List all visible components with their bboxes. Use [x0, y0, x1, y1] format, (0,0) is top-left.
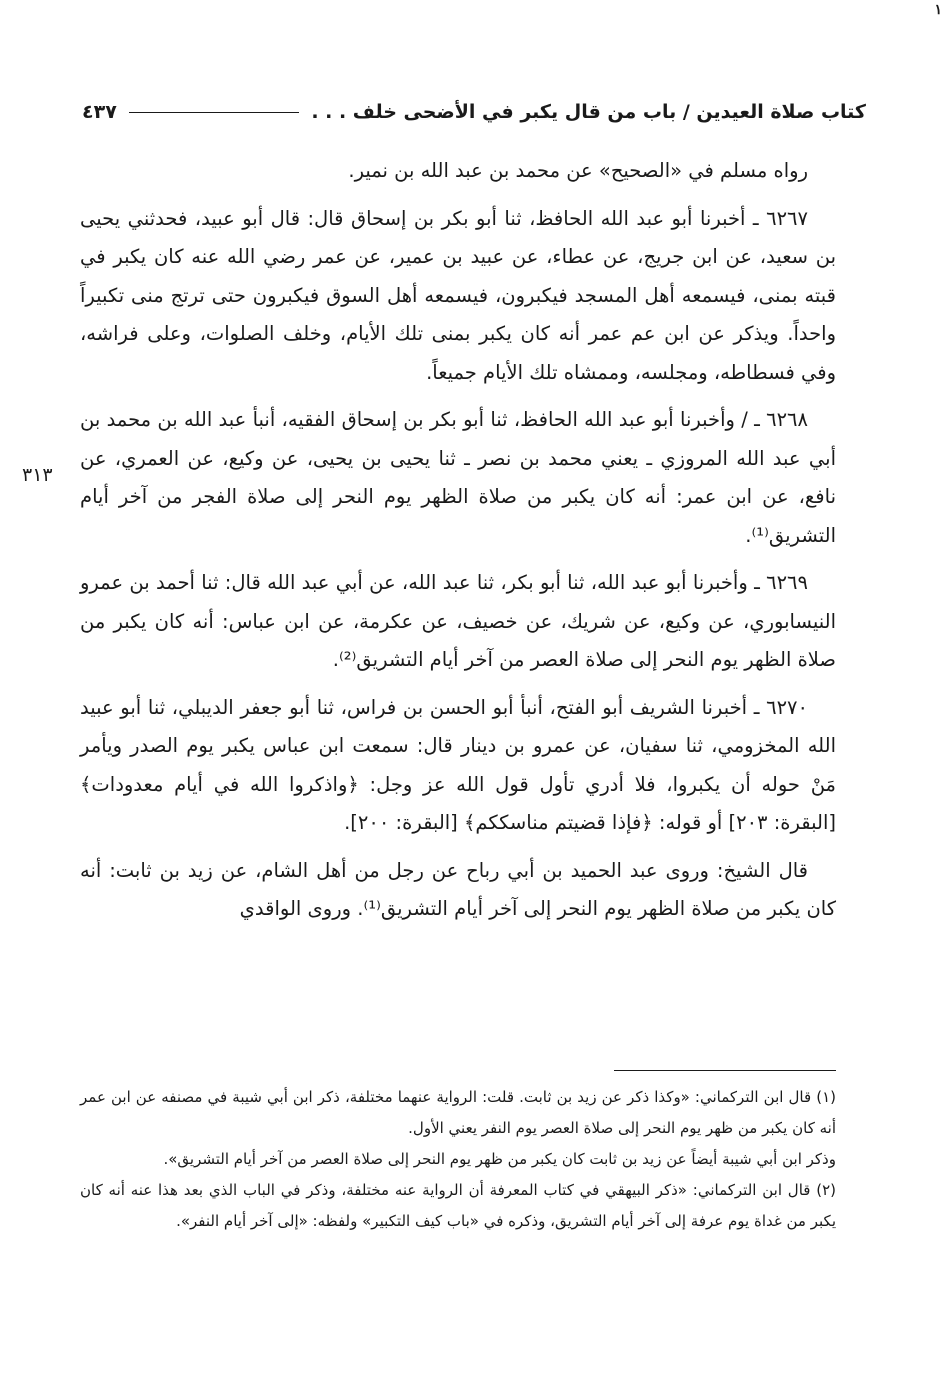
running-header — [82, 92, 866, 132]
footnote: وذكر ابن أبي شيبة أيضاً عن زيد بن ثابت كان يكبر من ظهر يوم النحر إلى صلاة العصر من آخر أيام التشريق». — [163, 1150, 836, 1168]
corner-mark: ۱ — [934, 2, 942, 18]
margin-reference: ٣١٣ — [22, 464, 53, 486]
paragraph: ٦٢٦٨ ـ / وأخبرنا أبو عبد الله الحافظ، ثنا أبو بكر بن إسحاق الفقيه، أنبأ عبد الله بن محمد بن أبي عبد الله المروزي ـ يعني محمد بن نصر ـ ثنا يحيى بن يحيى، عن وكيع، عن العمري، عن نافع، عن ابن عمر: أنه كان يكبر من صلاة الظهر يوم النحر إلى صلاة الفجر من آخر أيام التشريق⁽¹⁾. — [80, 408, 836, 547]
footnotes — [80, 1082, 836, 1237]
page-number: ٤٣٧ — [82, 101, 117, 123]
footnote: (١) قال ابن التركماني: «وكذا ذكر عن زيد بن ثابت. قلت: الرواية عنهما مختلفة، ذكر ابن أبي شيبة في مصنفه عن ابن عمر أنه كان يكبر من ظهر يوم النحر إلى صلاة العصر يوم النفر يعني الأول. — [80, 1088, 836, 1137]
paragraph: ٦٢٦٧ ـ أخبرنا أبو عبد الله الحافظ، ثنا أبو بكر بن إسحاق قال: قال أبو عبيد، فحدثني يحيى بن سعيد، عن ابن جريج، عن عطاء، عن عبيد بن عمير، عن عمر رضي الله عنه كان يكبر في قبته بمنى، فيسمعه أهل المسجد فيكبرون، فيسمعه أهل السوق فيكبرون حتى ترتج منى تكبيراً واحداً. ويذكر عن ابن عم عمر أنه كان يكبر بمنى تلك الأيام، وخلف الصلوات، وعلى فراشه، وفي فسطاطه، ومجلسه، وممشاه تلك الأيام جميعاً. — [80, 206, 836, 384]
footnote-separator — [614, 1070, 836, 1071]
main-text — [80, 152, 836, 938]
paragraph: قال الشيخ: وروى عبد الحميد بن أبي رباح عن رجل من أهل الشام، عن زيد بن ثابت: أنه كان يكبر من صلاة الظهر يوم النحر إلى آخر أيام التشريق⁽¹⁾. وروى الواقدي — [80, 858, 836, 920]
header-rule — [129, 112, 300, 113]
footnote: (٢) قال ابن التركماني: «ذكر البيهقي في كتاب المعرفة أن الرواية عنه مختلفة، وذكر في الباب الذي بعد هذا عنه أنه كان يكبر من غداة يوم عرفة إلى آخر أيام التشريق، وذكره في «باب كيف التكبير» ولفظه: «إلى آخر أيام النفر». — [80, 1181, 836, 1230]
paragraph: ٦٢٦٩ ـ وأخبرنا أبو عبد الله، ثنا أبو بكر، ثنا عبد الله، عن أبي عبد الله قال: ثنا أحمد بن عمرو النيسابوري، عن وكيع، عن شريك، عن خصيف، عن عكرمة، عن ابن عباس: أنه كان يكبر من صلاة الظهر يوم النحر إلى صلاة العصر من آخر أيام التشريق⁽²⁾. — [80, 571, 836, 671]
header-title: كتاب صلاة العيدين / باب من قال يكبر في الأضحى خلف . . . — [311, 101, 866, 123]
paragraph: ٦٢٧٠ ـ أخبرنا الشريف أبو الفتح، أنبأ أبو الحسن بن فراس، ثنا أبو جعفر الديبلي، ثنا أبو عبيد الله المخزومي، ثنا سفيان، عن عمرو بن دينار قال: سمعت ابن عباس يكبر يوم الصدر ويأمر مَنْ حوله أن يكبروا، فلا أدري تأول قول الله عز وجل: ﴿واذكروا الله في أيام معدودات﴾ [البقرة: ٢٠٣] أو قوله: ﴿فإذا قضيتم مناسككم﴾ [البقرة: ٢٠٠]. — [80, 695, 836, 834]
paragraph: رواه مسلم في «الصحيح» عن محمد بن عبد الله بن نمير. — [348, 159, 808, 182]
